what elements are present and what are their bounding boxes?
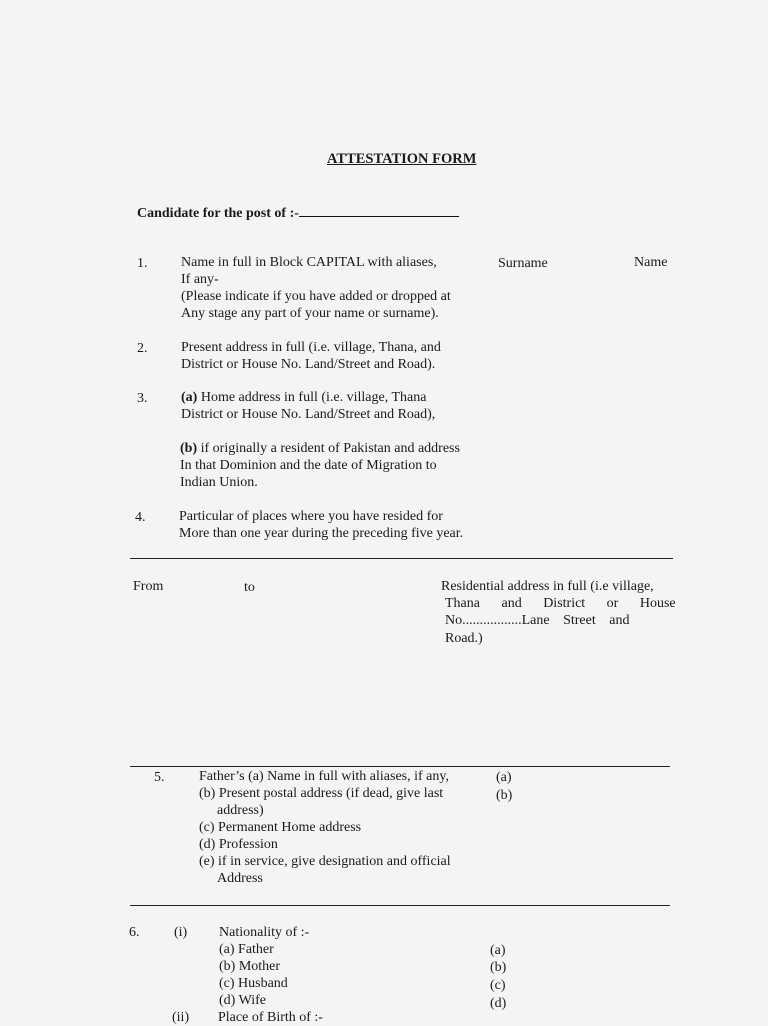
item1-line: Name in full in Block CAPITAL with aliases, (181, 255, 437, 270)
item3a-tag: (a) (181, 390, 198, 405)
item5-answer-b[interactable]: (b) (496, 788, 513, 803)
item5-line: Address (217, 871, 263, 886)
residential-address-line: Road.) (445, 631, 483, 646)
candidate-post-text: Candidate for the post of :- (137, 206, 299, 221)
item6-i-line: (b) Mother (219, 959, 281, 974)
item6-i-line: (d) Wife (219, 993, 266, 1008)
item6-i-line: (c) Husband (219, 976, 288, 991)
candidate-post-field[interactable] (299, 203, 459, 217)
item6-answer-b[interactable]: (b) (490, 960, 507, 975)
item-number-1: 1. (137, 256, 148, 271)
surname-column-label: Surname (498, 256, 548, 271)
item3b-line: Indian Union. (180, 475, 258, 490)
item6-i-line: (a) Father (219, 942, 274, 957)
page-title: ATTESTATION FORM (327, 151, 477, 167)
item6-i-heading: Nationality of :- (219, 925, 310, 940)
name-column-label: Name (634, 255, 668, 270)
residence-table-top-rule (130, 558, 673, 559)
item1-line: (Please indicate if you have added or dropped at (181, 289, 451, 304)
residential-address-line: Thana and District or House (445, 596, 676, 611)
item6-i-tag: (i) (174, 925, 188, 940)
item5-top-rule (130, 766, 670, 767)
item6-ii-heading: Place of Birth of :- (218, 1010, 323, 1025)
item-number-3: 3. (137, 391, 148, 406)
item6-ii-tag: (ii) (172, 1010, 190, 1025)
residential-address-line: No.................Lane Street and (445, 613, 630, 628)
item-number-4: 4. (135, 510, 146, 525)
item5-line: (d) Profession (199, 837, 278, 852)
item1-line: If any- (181, 272, 219, 287)
item5-line: address) (217, 803, 264, 818)
item2-line: District or House No. Land/Street and Road). (181, 357, 436, 372)
item3a-line: District or House No. Land/Street and Road), (181, 407, 436, 422)
candidate-post-label (137, 203, 459, 222)
item3b-line: (b) if originally a resident of Pakistan and address (180, 441, 460, 456)
item6-answer-a[interactable]: (a) (490, 943, 506, 958)
residential-address-line: Residential address in full (i.e village, (441, 579, 654, 594)
item-number-6: 6. (129, 925, 140, 940)
item1-line: Any stage any part of your name or surname). (181, 306, 439, 321)
from-column-label: From (133, 579, 164, 594)
item3b-tag: (b) (180, 441, 198, 456)
item5-line: Father’s (a) Name in full with aliases, if any, (199, 769, 449, 784)
item2-line: Present address in full (i.e. village, Thana, and (181, 340, 441, 355)
item5-line: (c) Permanent Home address (199, 820, 362, 835)
item-number-2: 2. (137, 341, 148, 356)
to-column-label: to (244, 580, 255, 595)
item3a-line: (a) Home address in full (i.e. village, Thana (181, 390, 427, 405)
item3b-line: In that Dominion and the date of Migration to (180, 458, 437, 473)
item5-line: (e) if in service, give designation and official (199, 854, 451, 869)
item6-answer-d[interactable]: (d) (490, 996, 507, 1011)
item4-line: More than one year during the preceding five year. (179, 526, 464, 541)
item5-answer-a[interactable]: (a) (496, 770, 512, 785)
item-number-5: 5. (154, 770, 165, 785)
item5-bottom-rule (130, 905, 670, 906)
item4-line: Particular of places where you have resided for (179, 509, 443, 524)
item6-answer-c[interactable]: (c) (490, 978, 506, 993)
item5-line: (b) Present postal address (if dead, give last (199, 786, 444, 801)
